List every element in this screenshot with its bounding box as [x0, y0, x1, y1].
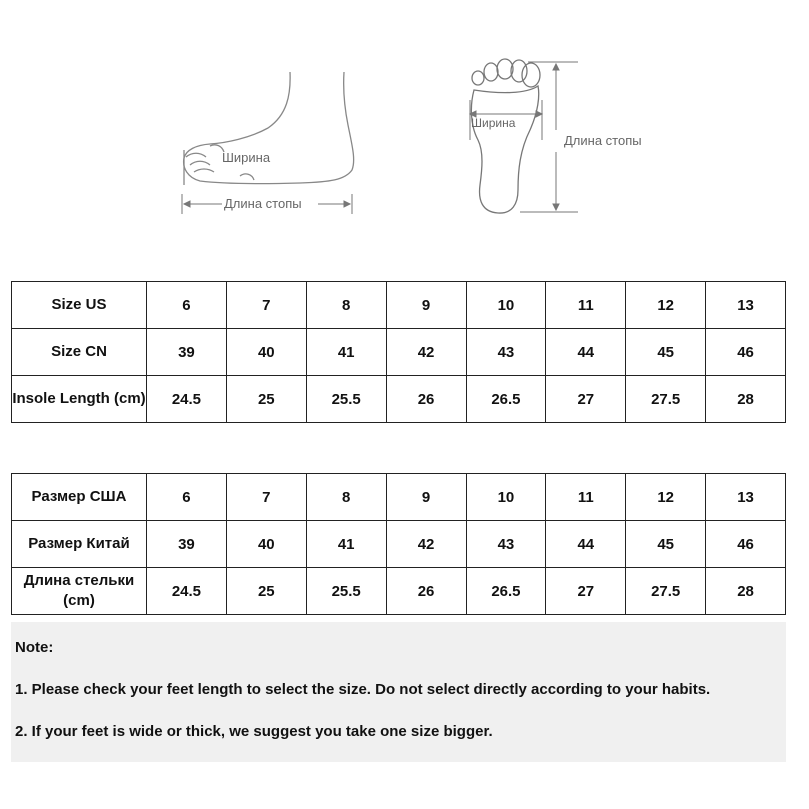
table-cell: 46	[706, 521, 786, 568]
table-cell: 45	[626, 521, 706, 568]
table-cell: 9	[386, 474, 466, 521]
sole-length-label: Длина стопы	[564, 133, 642, 148]
table-cell: 12	[626, 282, 706, 329]
table-cell: 6	[147, 282, 227, 329]
table-cell: 44	[546, 329, 626, 376]
table-cell: 40	[226, 521, 306, 568]
table-cell: 42	[386, 521, 466, 568]
note-line-2: 2. If your feet is wide or thick, we suggest you take one size bigger.	[15, 723, 493, 740]
table-row	[12, 474, 786, 521]
table-cell: 6	[147, 474, 227, 521]
sole-foot-drawing	[471, 59, 540, 213]
table-cell: 25.5	[306, 568, 386, 615]
side-length-label: Длина стопы	[224, 196, 302, 211]
row-header: Insole Length (cm)	[12, 376, 147, 423]
table-cell: 13	[706, 474, 786, 521]
table-cell: 42	[386, 329, 466, 376]
row-header: Размер Китай	[12, 521, 147, 568]
table-cell: 39	[147, 329, 227, 376]
table-cell: 26.5	[466, 376, 546, 423]
side-width-label: Ширина	[222, 150, 271, 165]
table-row	[12, 376, 786, 423]
size-table-russian	[11, 473, 786, 615]
table-cell: 41	[306, 521, 386, 568]
note-line-1: 1. Please check your feet length to select the size. Do not select directly according to your habits.	[15, 681, 711, 698]
table-cell: 24.5	[147, 376, 227, 423]
table-cell: 27.5	[626, 568, 706, 615]
foot-measurement-diagrams	[0, 0, 809, 250]
side-foot-drawing	[184, 72, 354, 185]
table-cell: 12	[626, 474, 706, 521]
table-cell: 26	[386, 376, 466, 423]
table-cell: 11	[546, 282, 626, 329]
row-header: Длина стельки (cm)	[12, 568, 147, 615]
table-cell: 9	[386, 282, 466, 329]
table-cell: 40	[226, 329, 306, 376]
table-cell: 25	[226, 568, 306, 615]
table-row	[12, 282, 786, 329]
table-cell: 39	[147, 521, 227, 568]
table-cell: 8	[306, 474, 386, 521]
table-cell: 27.5	[626, 376, 706, 423]
table-cell: 13	[706, 282, 786, 329]
sole-width-label: Ширина	[471, 116, 516, 130]
foot-illustration	[0, 0, 809, 250]
size-table-english	[11, 281, 786, 423]
table-row	[12, 329, 786, 376]
table-cell: 43	[466, 521, 546, 568]
table-cell: 27	[546, 376, 626, 423]
table-cell: 7	[226, 474, 306, 521]
table-cell: 24.5	[147, 568, 227, 615]
table-row	[12, 568, 786, 615]
table-cell: 11	[546, 474, 626, 521]
table-cell: 27	[546, 568, 626, 615]
table-cell: 28	[706, 376, 786, 423]
row-header: Size CN	[12, 329, 147, 376]
row-header: Size US	[12, 282, 147, 329]
table-cell: 28	[706, 568, 786, 615]
table-cell: 41	[306, 329, 386, 376]
table-cell: 10	[466, 474, 546, 521]
table-cell: 7	[226, 282, 306, 329]
note-box	[11, 622, 786, 762]
row-header: Размер США	[12, 474, 147, 521]
table-cell: 8	[306, 282, 386, 329]
table-cell: 26	[386, 568, 466, 615]
table-cell: 25	[226, 376, 306, 423]
note-title: Note:	[15, 639, 54, 656]
table-cell: 26.5	[466, 568, 546, 615]
table-cell: 45	[626, 329, 706, 376]
table-cell: 43	[466, 329, 546, 376]
table-cell: 44	[546, 521, 626, 568]
table-cell: 46	[706, 329, 786, 376]
table-row	[12, 521, 786, 568]
table-cell: 25.5	[306, 376, 386, 423]
table-cell: 10	[466, 282, 546, 329]
